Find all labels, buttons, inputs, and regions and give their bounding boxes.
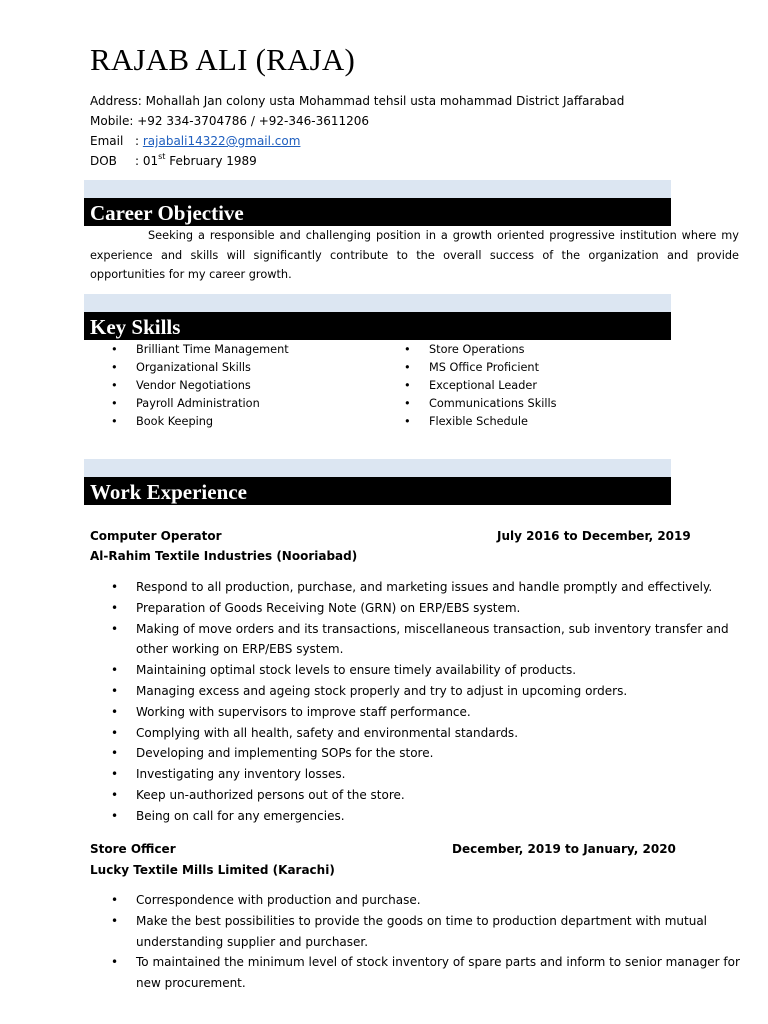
- skill-item: • Payroll Administration: [111, 395, 289, 413]
- duty-item: • Working with supervisors to improve staff performance.: [111, 702, 751, 723]
- dob-line: [90, 151, 624, 171]
- duty-item: • Preparation of Goods Receiving Note (GRN) on ERP/EBS system.: [111, 598, 751, 619]
- skills-list-left: [111, 341, 289, 431]
- address-value: Mohallah Jan colony usta Mohammad tehsil usta mohammad District Jaffarabad: [145, 94, 625, 108]
- duty-item: • Being on call for any emergencies.: [111, 806, 751, 827]
- career-objective-text: Seeking a responsible and challenging position in a growth oriented progressive institution where my experience and skills will significantly contribute to the overall success of the organization and provide opportunities for my career growth.: [90, 229, 739, 281]
- skills-list-right: [404, 341, 557, 431]
- dob-ordinal: st: [158, 152, 166, 161]
- work-experience-heading: Work Experience: [84, 477, 671, 505]
- skill-item: • Book Keeping: [111, 413, 289, 431]
- section-band: [84, 459, 671, 477]
- key-skills-section: [84, 294, 671, 340]
- duty-item: • Complying with all health, safety and environmental standards.: [111, 723, 751, 744]
- mobile-label: Mobile: [90, 114, 130, 128]
- email-link[interactable]: rajabali14322@gmail.com: [142, 134, 301, 148]
- mobile-line: [90, 111, 624, 131]
- job-title: Store Officer: [90, 842, 176, 856]
- skill-item: • Store Operations: [404, 341, 557, 359]
- job-dates: July 2016 to December, 2019: [497, 529, 691, 543]
- duty-item: • Maintaining optimal stock levels to ensure timely availability of products.: [111, 660, 751, 681]
- mobile-value: : +92 334-3704786 / +92-346-3611206: [129, 114, 370, 128]
- duty-item: • Managing excess and ageing stock properly and try to adjust in upcoming orders.: [111, 681, 751, 702]
- skill-item: • Brilliant Time Management: [111, 341, 289, 359]
- address-label: Address:: [90, 94, 142, 108]
- job-dates: December, 2019 to January, 2020: [452, 842, 676, 856]
- section-band: [84, 180, 671, 198]
- job-duties-list: [111, 577, 751, 827]
- email-line: [90, 131, 624, 151]
- duty-item: • Correspondence with production and purchase.: [111, 890, 751, 911]
- skill-item: • Flexible Schedule: [404, 413, 557, 431]
- job-duties-list: [111, 890, 751, 994]
- duty-item: • Make the best possibilities to provide the goods on time to production department with mutual understanding supplier and purchaser.: [111, 911, 751, 953]
- section-band: [84, 294, 671, 312]
- duty-item: • Making of move orders and its transactions, miscellaneous transaction, sub inventory transfer and other working on ERP/EBS system.: [111, 619, 751, 661]
- duty-item: • Investigating any inventory losses.: [111, 764, 751, 785]
- skill-item: • MS Office Proficient: [404, 359, 557, 377]
- duty-item: • Respond to all production, purchase, and marketing issues and handle promptly and effectively.: [111, 577, 751, 598]
- dob-label: DOB: [90, 154, 117, 168]
- dob-day: : 01: [135, 154, 159, 168]
- career-objective-section: [84, 180, 671, 226]
- address-line: [90, 91, 624, 111]
- contact-block: [90, 91, 624, 171]
- skill-item: • Communications Skills: [404, 395, 557, 413]
- skill-item: • Exceptional Leader: [404, 377, 557, 395]
- job-title: Computer Operator: [90, 529, 222, 543]
- email-label: Email: [90, 134, 124, 148]
- email-separator: :: [135, 134, 143, 148]
- job-company: Al-Rahim Textile Industries (Nooriabad): [90, 549, 358, 563]
- duty-item: • Developing and implementing SOPs for the store.: [111, 743, 751, 764]
- work-experience-section: [84, 459, 671, 505]
- key-skills-heading: Key Skills: [84, 312, 671, 340]
- dob-month-year: February 1989: [165, 154, 257, 168]
- skill-item: • Organizational Skills: [111, 359, 289, 377]
- career-objective-heading: Career Objective: [84, 198, 671, 226]
- skill-item: • Vendor Negotiations: [111, 377, 289, 395]
- job-company: Lucky Textile Mills Limited (Karachi): [90, 863, 335, 877]
- duty-item: • Keep un-authorized persons out of the store.: [111, 785, 751, 806]
- candidate-name: RAJAB ALI (RAJA): [90, 42, 355, 77]
- duty-item: • To maintained the minimum level of stock inventory of spare parts and inform to senior manager for new procurement.: [111, 952, 751, 994]
